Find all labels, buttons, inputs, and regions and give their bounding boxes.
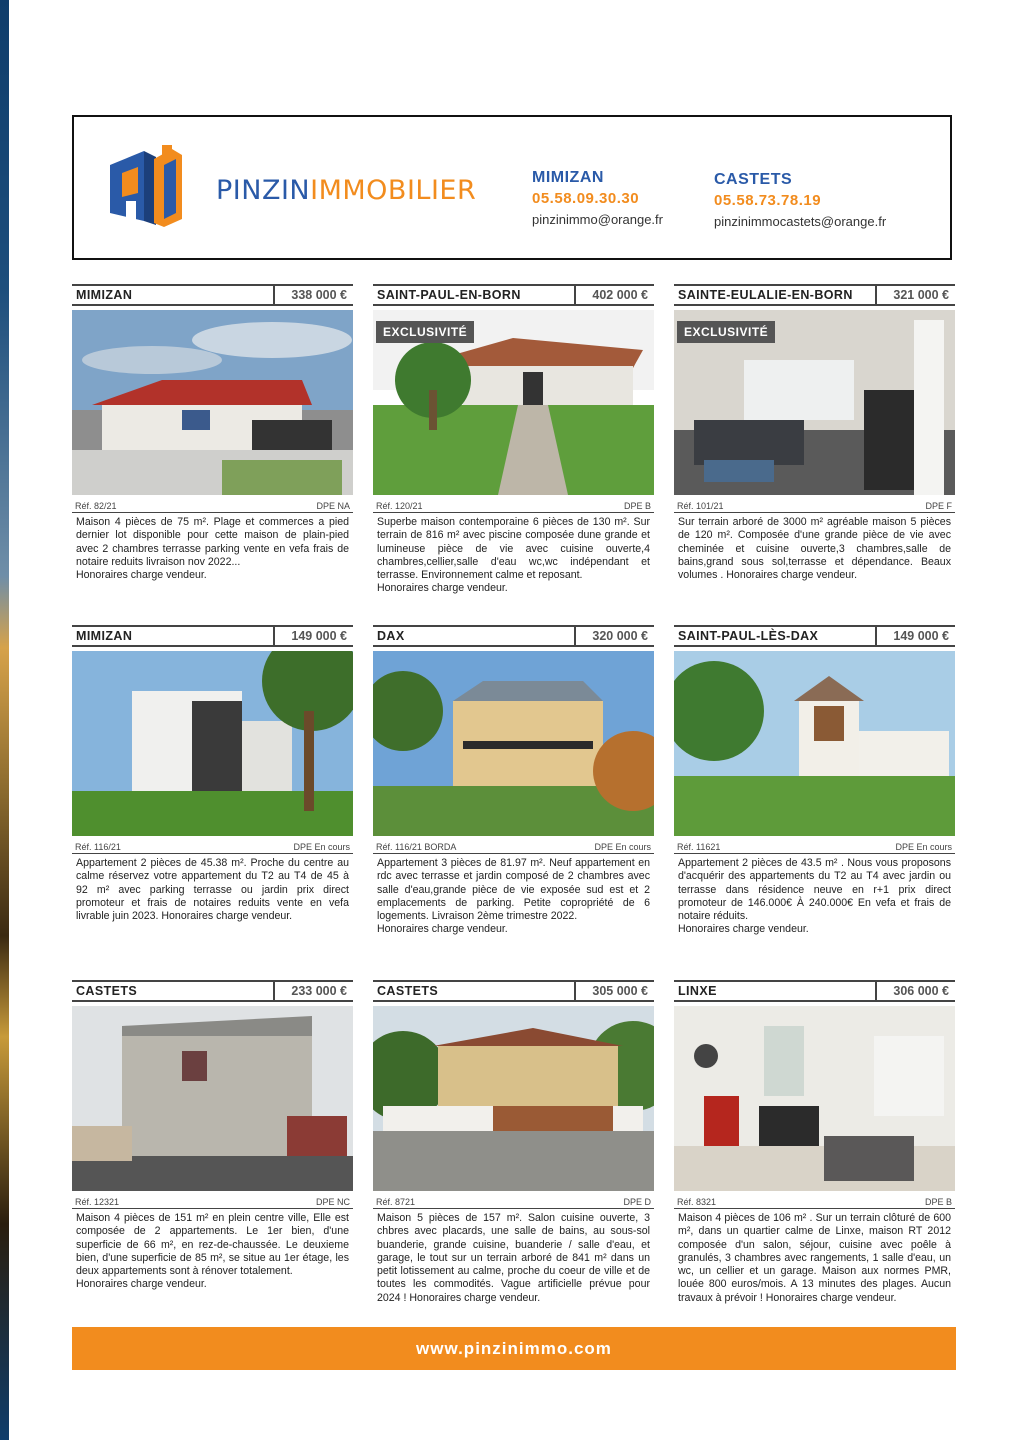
listing-ref: Réf. 116/21 BORDA <box>376 842 457 852</box>
listing-ref: Réf. 120/21 <box>376 501 423 511</box>
listing-city: CASTETS <box>377 984 439 998</box>
left-edge-photo-strip <box>0 0 9 1440</box>
listing-price: 402 000 € <box>574 286 654 304</box>
listing-meta <box>674 498 955 513</box>
office-city: CASTETS <box>714 171 793 188</box>
listing-price: 149 000 € <box>273 627 353 645</box>
listing-meta <box>674 839 955 854</box>
listing-price: 233 000 € <box>273 982 353 1000</box>
listing-ref: Réf. 101/21 <box>677 501 724 511</box>
listing-description-text: Appartement 2 pièces de 43.5 m² . Nous vous proposons d'acquérir des appartements du T2 au T4 avec jardin ou terrasse dans résidence neuve en r+1 prix direct promoteur de 146.000€ À 240.000€ En vefa et frais de notaire réduits. <box>678 857 951 923</box>
listing-header <box>674 284 955 306</box>
website-footer-bar <box>72 1327 956 1370</box>
listing-card[interactable] <box>373 980 654 1305</box>
listing-description <box>674 513 955 582</box>
listing-description <box>373 854 654 937</box>
agency-logo-icon <box>104 143 186 229</box>
listing-card[interactable] <box>674 284 955 582</box>
listing-description <box>72 513 353 582</box>
brand-name-part2: IMMOBILIER <box>310 175 477 206</box>
listing-dpe: DPE B <box>623 501 651 511</box>
listing-header <box>674 625 955 647</box>
listing-dpe: DPE B <box>924 1197 952 1207</box>
office-email[interactable]: pinzinimmocastets@orange.fr <box>714 214 887 229</box>
listing-price: 320 000 € <box>574 627 654 645</box>
listing-photo[interactable] <box>72 1006 353 1191</box>
listing-city: SAINT-PAUL-LÈS-DAX <box>678 629 819 643</box>
listing-price: 149 000 € <box>875 627 955 645</box>
listing-meta <box>72 839 353 854</box>
listing-price: 306 000 € <box>875 982 955 1000</box>
listing-header <box>674 980 955 1002</box>
website-link[interactable]: www.pinzinimmo.com <box>416 1338 612 1358</box>
agency-header <box>72 115 952 260</box>
listing-card[interactable] <box>674 625 955 937</box>
listing-city: CASTETS <box>76 984 138 998</box>
listing-description-text: Maison 4 pièces de 75 m². Plage et commerces a pied dernier lot disponible pour cette maison de plain-pied avec 2 chambres terrasse parking vente en vefa frais de notaire reduits livraison nov 2022... <box>76 516 349 568</box>
office-email[interactable]: pinzinimmo@orange.fr <box>532 212 663 227</box>
listing-ref: Réf. 116/21 <box>75 842 121 852</box>
listing-dpe: DPE En cours <box>895 842 952 852</box>
listing-photo[interactable] <box>674 1006 955 1191</box>
listing-dpe: DPE En cours <box>293 842 350 852</box>
listing-meta <box>373 839 654 854</box>
office-phone[interactable]: 05.58.09.30.30 <box>532 190 640 207</box>
listing-photo[interactable] <box>373 651 654 836</box>
listing-description <box>373 1209 654 1305</box>
listing-meta <box>674 1194 955 1209</box>
office-city: MIMIZAN <box>532 169 604 186</box>
listing-meta <box>72 498 353 513</box>
listing-city: LINXE <box>678 984 717 998</box>
listing-dpe: DPE NA <box>316 501 350 511</box>
listing-description-text: Maison 4 pièces de 106 m² . Sur un terrain clôturé de 600 m², dans un quartier calme de Linxe, maison RT 2012 composée d'un salon, séjour, cuisine avec poêle à granulés, 3 chambres avec rangements, 1 salle d'eau, un wc, un cellier et un garage. Maison aux normes PMR, louée 800 euros/mois. A 13 minutes des plages. Aucun travaux à prévoir ! Honoraires charge vendeur. <box>678 1212 951 1304</box>
listing-card[interactable] <box>373 625 654 937</box>
listing-header <box>373 980 654 1002</box>
listing-card[interactable] <box>373 284 654 596</box>
listing-description <box>373 513 654 596</box>
listing-fees: Honoraires charge vendeur. <box>377 923 508 936</box>
listing-city: SAINT-PAUL-EN-BORN <box>377 288 521 302</box>
listing-meta <box>373 498 654 513</box>
office-phone[interactable]: 05.58.73.78.19 <box>714 192 822 209</box>
listing-ref: Réf. 12321 <box>75 1197 120 1207</box>
listing-city: MIMIZAN <box>76 288 133 302</box>
listing-city: DAX <box>377 629 405 643</box>
office-mimizan <box>532 169 663 227</box>
exclusivity-badge: EXCLUSIVITÉ <box>677 321 775 343</box>
listing-ref: Réf. 8321 <box>677 1197 717 1207</box>
listing-meta <box>373 1194 654 1209</box>
listing-fees: Honoraires charge vendeur. <box>678 923 809 936</box>
listing-card[interactable] <box>72 625 353 923</box>
listing-city: MIMIZAN <box>76 629 133 643</box>
listing-photo[interactable] <box>72 310 353 495</box>
office-castets <box>714 171 886 229</box>
listing-description-text: Sur terrain arboré de 3000 m² agréable maison 5 pièces de 120 m². Composée d'une grande pièce de vie avec cheminée et cuisine ouverte,3 chambres,salle de bains,grand sous sol,terrasse et dépendance. Beaux volumes . Honoraires charge vendeur. <box>678 516 951 582</box>
listing-header <box>373 625 654 647</box>
agency-brand-name <box>216 175 476 206</box>
listing-description <box>674 1209 955 1305</box>
listing-photo[interactable] <box>373 1006 654 1191</box>
listing-header <box>72 625 353 647</box>
listing-description-text: Appartement 3 pièces de 81.97 m². Neuf appartement en rdc avec terrasse et jardin composé de 2 chambres avec salle d'eau,grande pièce de vie exposée sud est et 2 emplacements de parking. Petite copropriété de 6 logements. Livraison 2ème trimestre 2022. <box>377 857 650 923</box>
listing-ref: Réf. 8721 <box>376 1197 416 1207</box>
listing-description-text: Superbe maison contemporaine 6 pièces de 130 m². Sur terrain de 816 m² avec piscine composée dune grande et lumineuse pièce de vie avec cuisine ouverte,4 chambres,cellier,salle d'eau wc,wc indépendant et terrasse. Environnement calme et reposant. <box>377 516 650 582</box>
listing-city: SAINTE-EULALIE-EN-BORN <box>678 288 853 302</box>
listing-ref: Réf. 11621 <box>677 842 721 852</box>
listing-fees: Honoraires charge vendeur. <box>76 569 207 582</box>
listing-card[interactable] <box>72 284 353 582</box>
exclusivity-badge: EXCLUSIVITÉ <box>376 321 474 343</box>
listing-card[interactable] <box>72 980 353 1292</box>
listing-price: 305 000 € <box>574 982 654 1000</box>
listing-photo[interactable] <box>373 310 654 495</box>
listing-description <box>72 854 353 923</box>
listing-price: 338 000 € <box>273 286 353 304</box>
listing-description <box>674 854 955 937</box>
listing-price: 321 000 € <box>875 286 955 304</box>
brand-name-part1: PINZIN <box>216 175 311 206</box>
listing-fees: Honoraires charge vendeur. <box>76 1278 207 1291</box>
listing-dpe: DPE En cours <box>594 842 651 852</box>
listing-photo[interactable] <box>674 310 955 495</box>
listing-photo[interactable] <box>72 651 353 836</box>
listing-card[interactable] <box>674 980 955 1305</box>
listing-header <box>72 980 353 1002</box>
listing-description-text: Appartement 2 pièces de 45.38 m². Proche du centre au calme réservez votre appartement du T2 au T4 de 45 à 92 m² avec parking terrasse ou jardin prix direct promoteur et frais de notaires reduits vente en vefa livrable juin 2023. Honoraires charge vendeur. <box>76 857 349 923</box>
listing-meta <box>72 1194 353 1209</box>
listing-photo[interactable] <box>674 651 955 836</box>
listing-description-text: Maison 5 pièces de 157 m². Salon cuisine ouverte, 3 chbres avec placards, une salle de bains, au sous-sol buanderie, grande cuisine, buanderie / salle d'eau, et garage, le tout sur un terrain arboré de 841 m² dans un petit lotissement au calme, proche du coeur de ville et de toutes les commodités. Vague artificielle prévue pour 2024 ! Honoraires charge vendeur. <box>377 1212 650 1304</box>
listing-dpe: DPE D <box>623 1197 651 1207</box>
listing-dpe: DPE F <box>925 501 952 511</box>
listing-fees: Honoraires charge vendeur. <box>377 582 508 595</box>
listing-dpe: DPE NC <box>315 1197 350 1207</box>
listing-header <box>72 284 353 306</box>
listing-ref: Réf. 82/21 <box>75 501 117 511</box>
listing-header <box>373 284 654 306</box>
listing-description-text: Maison 4 pièces de 151 m² en plein centre ville, Elle est composée de 2 appartements. Le 1er bien, d'une superficie de 66 m², en rez-de-chaussée. Le deuxieme bien, d'une superficie de 85 m², se situe au 1er étage, les deux appartements sont à rénover totalement. <box>76 1212 349 1278</box>
listing-description <box>72 1209 353 1292</box>
